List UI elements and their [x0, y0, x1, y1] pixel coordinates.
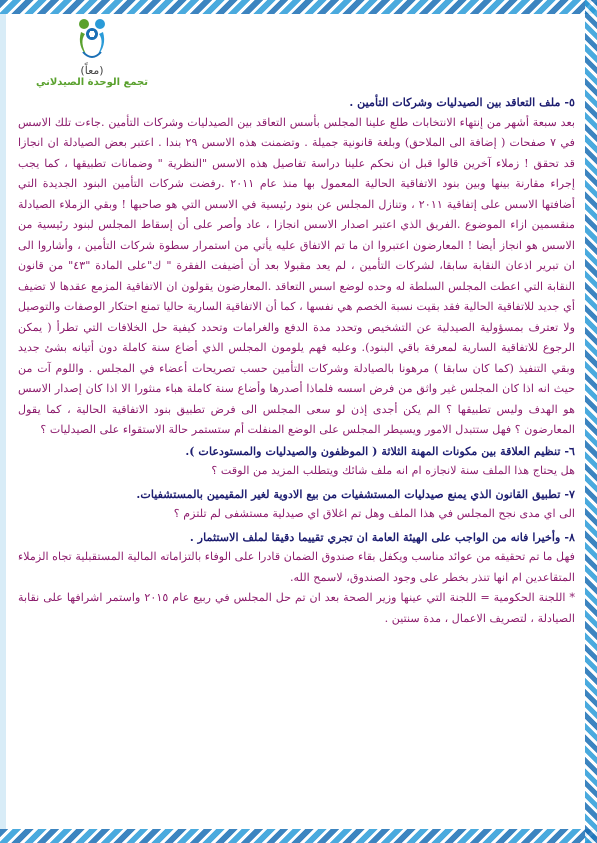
- document-body: [18, 92, 575, 629]
- footnote: * اللجنة الحكومية = اللجنة التي عينها وزير الصحة بعد ان تم حل المجلس في ربيع عام ٢٠١٥ واستمر اشرافها على نقابة الصيادلة ، لتصريف الاعمال ، مدة سنتين .: [18, 591, 575, 625]
- decorative-border-left: [0, 14, 6, 829]
- section-7-heading: ٧- تطبيق القانون الذي يمنع صيدليات المستشفيات من بيع الادوية لغير المقيمين بالمستشفيات.: [136, 486, 575, 501]
- section-8-heading: ٨- وأخيرا فانه من الواجب على الهيئة العامة ان تجري تقييما دقيقا لملف الاستثمار .: [189, 529, 575, 544]
- logo-subtitle: تجمع الوحدة الصيدلاني: [35, 77, 148, 88]
- decorative-border-bottom: [0, 829, 597, 843]
- section-5-heading: ٥- ملف التعاقد بين الصيدليات وشركات التأمين .: [349, 95, 575, 109]
- logo-name: (معاً): [80, 64, 104, 77]
- section-6-heading: ٦- تنظيم العلاقة بين مكونات المهنة الثلاثة ( الموظفون والصيدليات والمستودعات ).: [185, 443, 575, 458]
- section-8-paragraph: فهل ما تم تحقيقه من عوائد مناسب ويكفل بقاء صندوق الضمان قادرا على الوفاء بالتزاماته المالية المستقبلية تجاه الزملاء المتقاعدين ام انها تنذر بخطر على وجود الصندوق، لاسمح الله.: [18, 550, 575, 584]
- section-6-question: هل يحتاج هذا الملف سنة لانجازه ام انه ملف شائك ويتطلب المزيد من الوقت ؟: [211, 464, 575, 477]
- people-emblem-icon: [69, 12, 115, 62]
- section-5-paragraph: بعد سبعة أشهر من إنتهاء الانتخابات طلع علينا المجلس بأسس التعاقد بين الصيدليات وشركات التأمين .جاءت تلك الاسس في ٧ صفحات ( إضافة الى الملاحق) وبلغة قانونية جميلة . وتضمنت هذه الاسس ٢٩ بندا . اعتبر بعض الصيادلة ان انجازا قد تحقق ! زملاء آخرين قالوا قبل ان نحكم علينا دراسة تفاصيل هذه الاسس "النظرية " وضمانات تطبيقها ، كما يجب إجراء مقارنة بينها وبين بنود الاتفاقية الحالية المعمول بها منذ عام ٢٠١١ .رفضت شركات التأمين البنود الجديدة التي أضافتها الاسس على إتفاقية ٢٠١١ ، وتنازل المجلس عن بنود رئيسية في الاسس التي هو صاحبها ! وبقي الزملاء الصيادلة منقسمين ازاء الموضوع .الفريق الذي اعتبر اصدار الاسس انجازا ، عاد وأصر على أن إسقاط المجلس لبنود رئيسية من الاسس هو انجاز أيضا ! المعارضون اعتبروا ان ما تم الاتفاق عليه يأتي من استمرار سطوة شركات التأمين ، وأشاروا الى ان تبرير اذعان النقابة سابقا، لشركات التأمين ، لم يعد مقبولا بعد أن أضيفت الفقرة " ك"على المادة "٤٣" من قانون النقابة التي اعطت المجلس السلطة له وحده لوضع اسس التعاقد .المعارضون يقولون ان الاتفاقية المزمع عقدها لا تضيف أي جديد للاتفاقية الحالية فقد بقيت نسبة الخصم هي نفسها ، كما أن الاتفاقية السارية حاليا تمنع احتكار الوصفات والتوصيل ولا تعترف بمسؤولية الصيدلية عن التشخيص وتحدد مدة الدفع والغرامات وتحدد كيفية حل الخلافات التي تطرأ ( يمكن الرجوع للاتفاقية السارية لمعرفة باقي البنود). وعليه فهم يلومون المجلس الذي أضاع سنة كاملة دون أتيانه بشئ جديد وبقي التنفيذ (كما كان سابقا ) مرهونا بالصيادلة وشركات التأمين حسب تصريحات أعضاء في المجلس . واللوم آت من حيث انه اذا كان المجلس غير واثق من فرض اسسه فلماذا أصدرها وأضاع سنة كاملة هباء منثورا الا اذا كان إصدار الاسس هو الهدف وليس تطبيقها ؟ الم يكن أجدى إذن لو سعى المجلس الى فرض تطبيق بنود الاتفاقية الحالية ، كما يقول المعارضون ؟ فهل ستتبدل الامور ويسيطر المجلس على الوضع المنفلت أم ستستمر حالة الاستقواء على الصيدليات ؟: [18, 115, 575, 436]
- section-7-question: الى اي مدى نجح المجلس في هذا الملف وهل تم اغلاق اي صيدلية مستشفى لم تلتزم ؟: [173, 507, 575, 520]
- decorative-border-right: [585, 0, 597, 843]
- organization-logo: [32, 12, 152, 88]
